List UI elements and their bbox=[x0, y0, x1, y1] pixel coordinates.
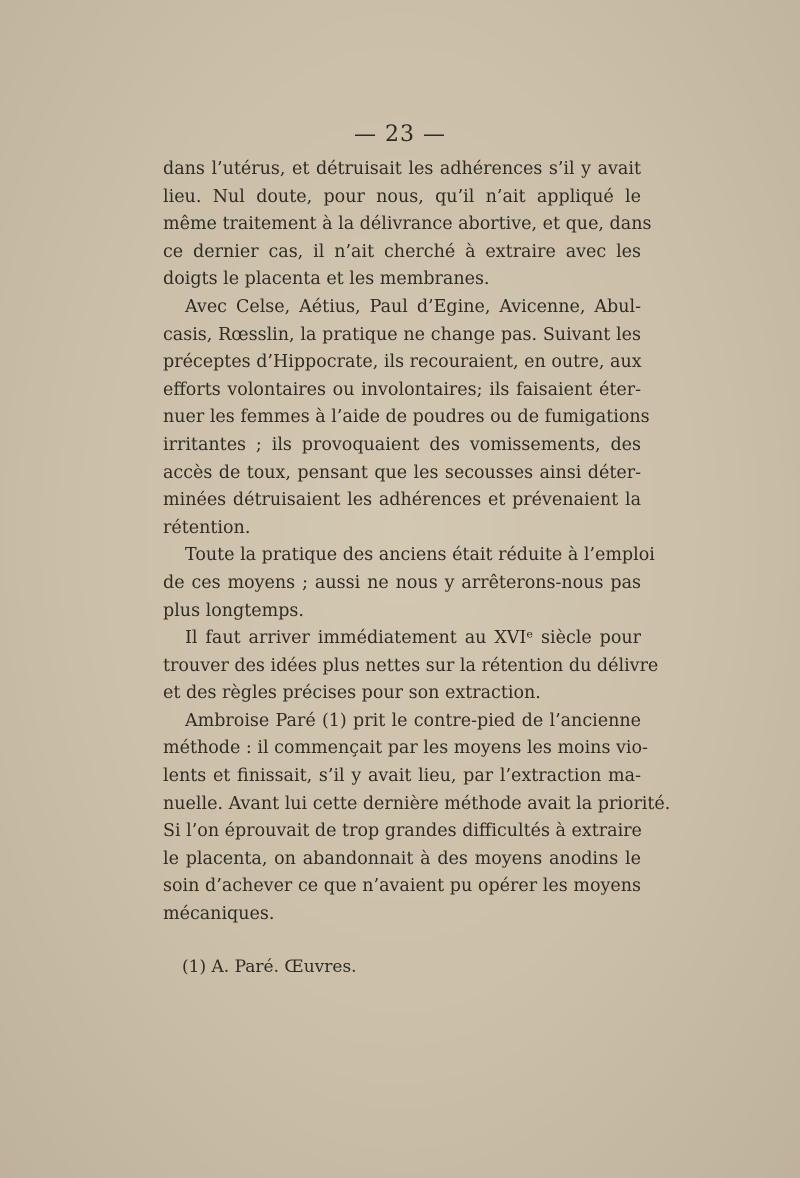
text-line: lents et finissait, s’il y avait lieu, par l’extraction ma- bbox=[163, 766, 641, 787]
text-line: Avec Celse, Aétius, Paul d’Egine, Avicenne, Abul- bbox=[185, 296, 641, 317]
text-line: minées détruisaient les adhérences et prévenaient la bbox=[163, 490, 641, 511]
text-line: doigts le placenta et les membranes. bbox=[163, 269, 490, 290]
body-text bbox=[163, 156, 671, 929]
text-line: nuelle. Avant lui cette dernière méthode avait la priorité. bbox=[163, 793, 671, 814]
text-line: casis, Rœsslin, la pratique ne change pas. Suivant les bbox=[163, 324, 641, 345]
text-line: Toute la pratique des anciens était réduite à l’emploi bbox=[185, 545, 655, 566]
text-line: soin d’achever ce que n’avaient pu opérer les moyens bbox=[163, 876, 641, 897]
footnote: (1) A. Paré. Œuvres. bbox=[182, 957, 357, 977]
text-line: Ambroise Paré (1) prit le contre-pied de l’ancienne bbox=[185, 710, 641, 731]
text-line: méthode : il commençait par les moyens les moins vio- bbox=[163, 738, 648, 759]
text-line: irritantes ; ils provoquaient des vomissements, des bbox=[163, 434, 641, 455]
text-line: mécaniques. bbox=[163, 904, 275, 925]
text-line: accès de toux, pensant que les secousses ainsi déter- bbox=[163, 462, 641, 483]
text-line: trouver des idées plus nettes sur la rétention du délivre bbox=[163, 655, 659, 676]
page-number: — 23 — bbox=[354, 122, 446, 147]
text-line: dans l’utérus, et détruisait les adhérences s’il y avait bbox=[163, 159, 641, 179]
text-line: rétention. bbox=[163, 517, 251, 538]
text-line: efforts volontaires ou involontaires; ils faisaient éter- bbox=[163, 379, 641, 400]
text-line: préceptes d’Hippocrate, ils recouraient, en outre, aux bbox=[163, 352, 642, 373]
text-line: de ces moyens ; aussi ne nous y arrêterons-nous pas bbox=[163, 572, 641, 593]
text-line: ce dernier cas, il n’ait cherché à extraire avec les bbox=[163, 241, 641, 262]
text-line: et des règles précises pour son extraction. bbox=[163, 683, 541, 704]
text-line: lieu. Nul doute, pour nous, qu’il n’ait appliqué le bbox=[163, 186, 641, 207]
text-line: plus longtemps. bbox=[163, 600, 304, 621]
text-line: le placenta, on abandonnait à des moyens anodins le bbox=[163, 848, 641, 869]
text-line: Si l’on éprouvait de trop grandes difficultés à extraire bbox=[163, 821, 642, 842]
text-line: même traitement à la délivrance abortive, et que, dans bbox=[163, 214, 652, 235]
text-line: nuer les femmes à l’aide de poudres ou de fumigations bbox=[163, 407, 650, 428]
text-line: Il faut arriver immédiatement au XVIᵉ siècle pour bbox=[185, 628, 641, 649]
